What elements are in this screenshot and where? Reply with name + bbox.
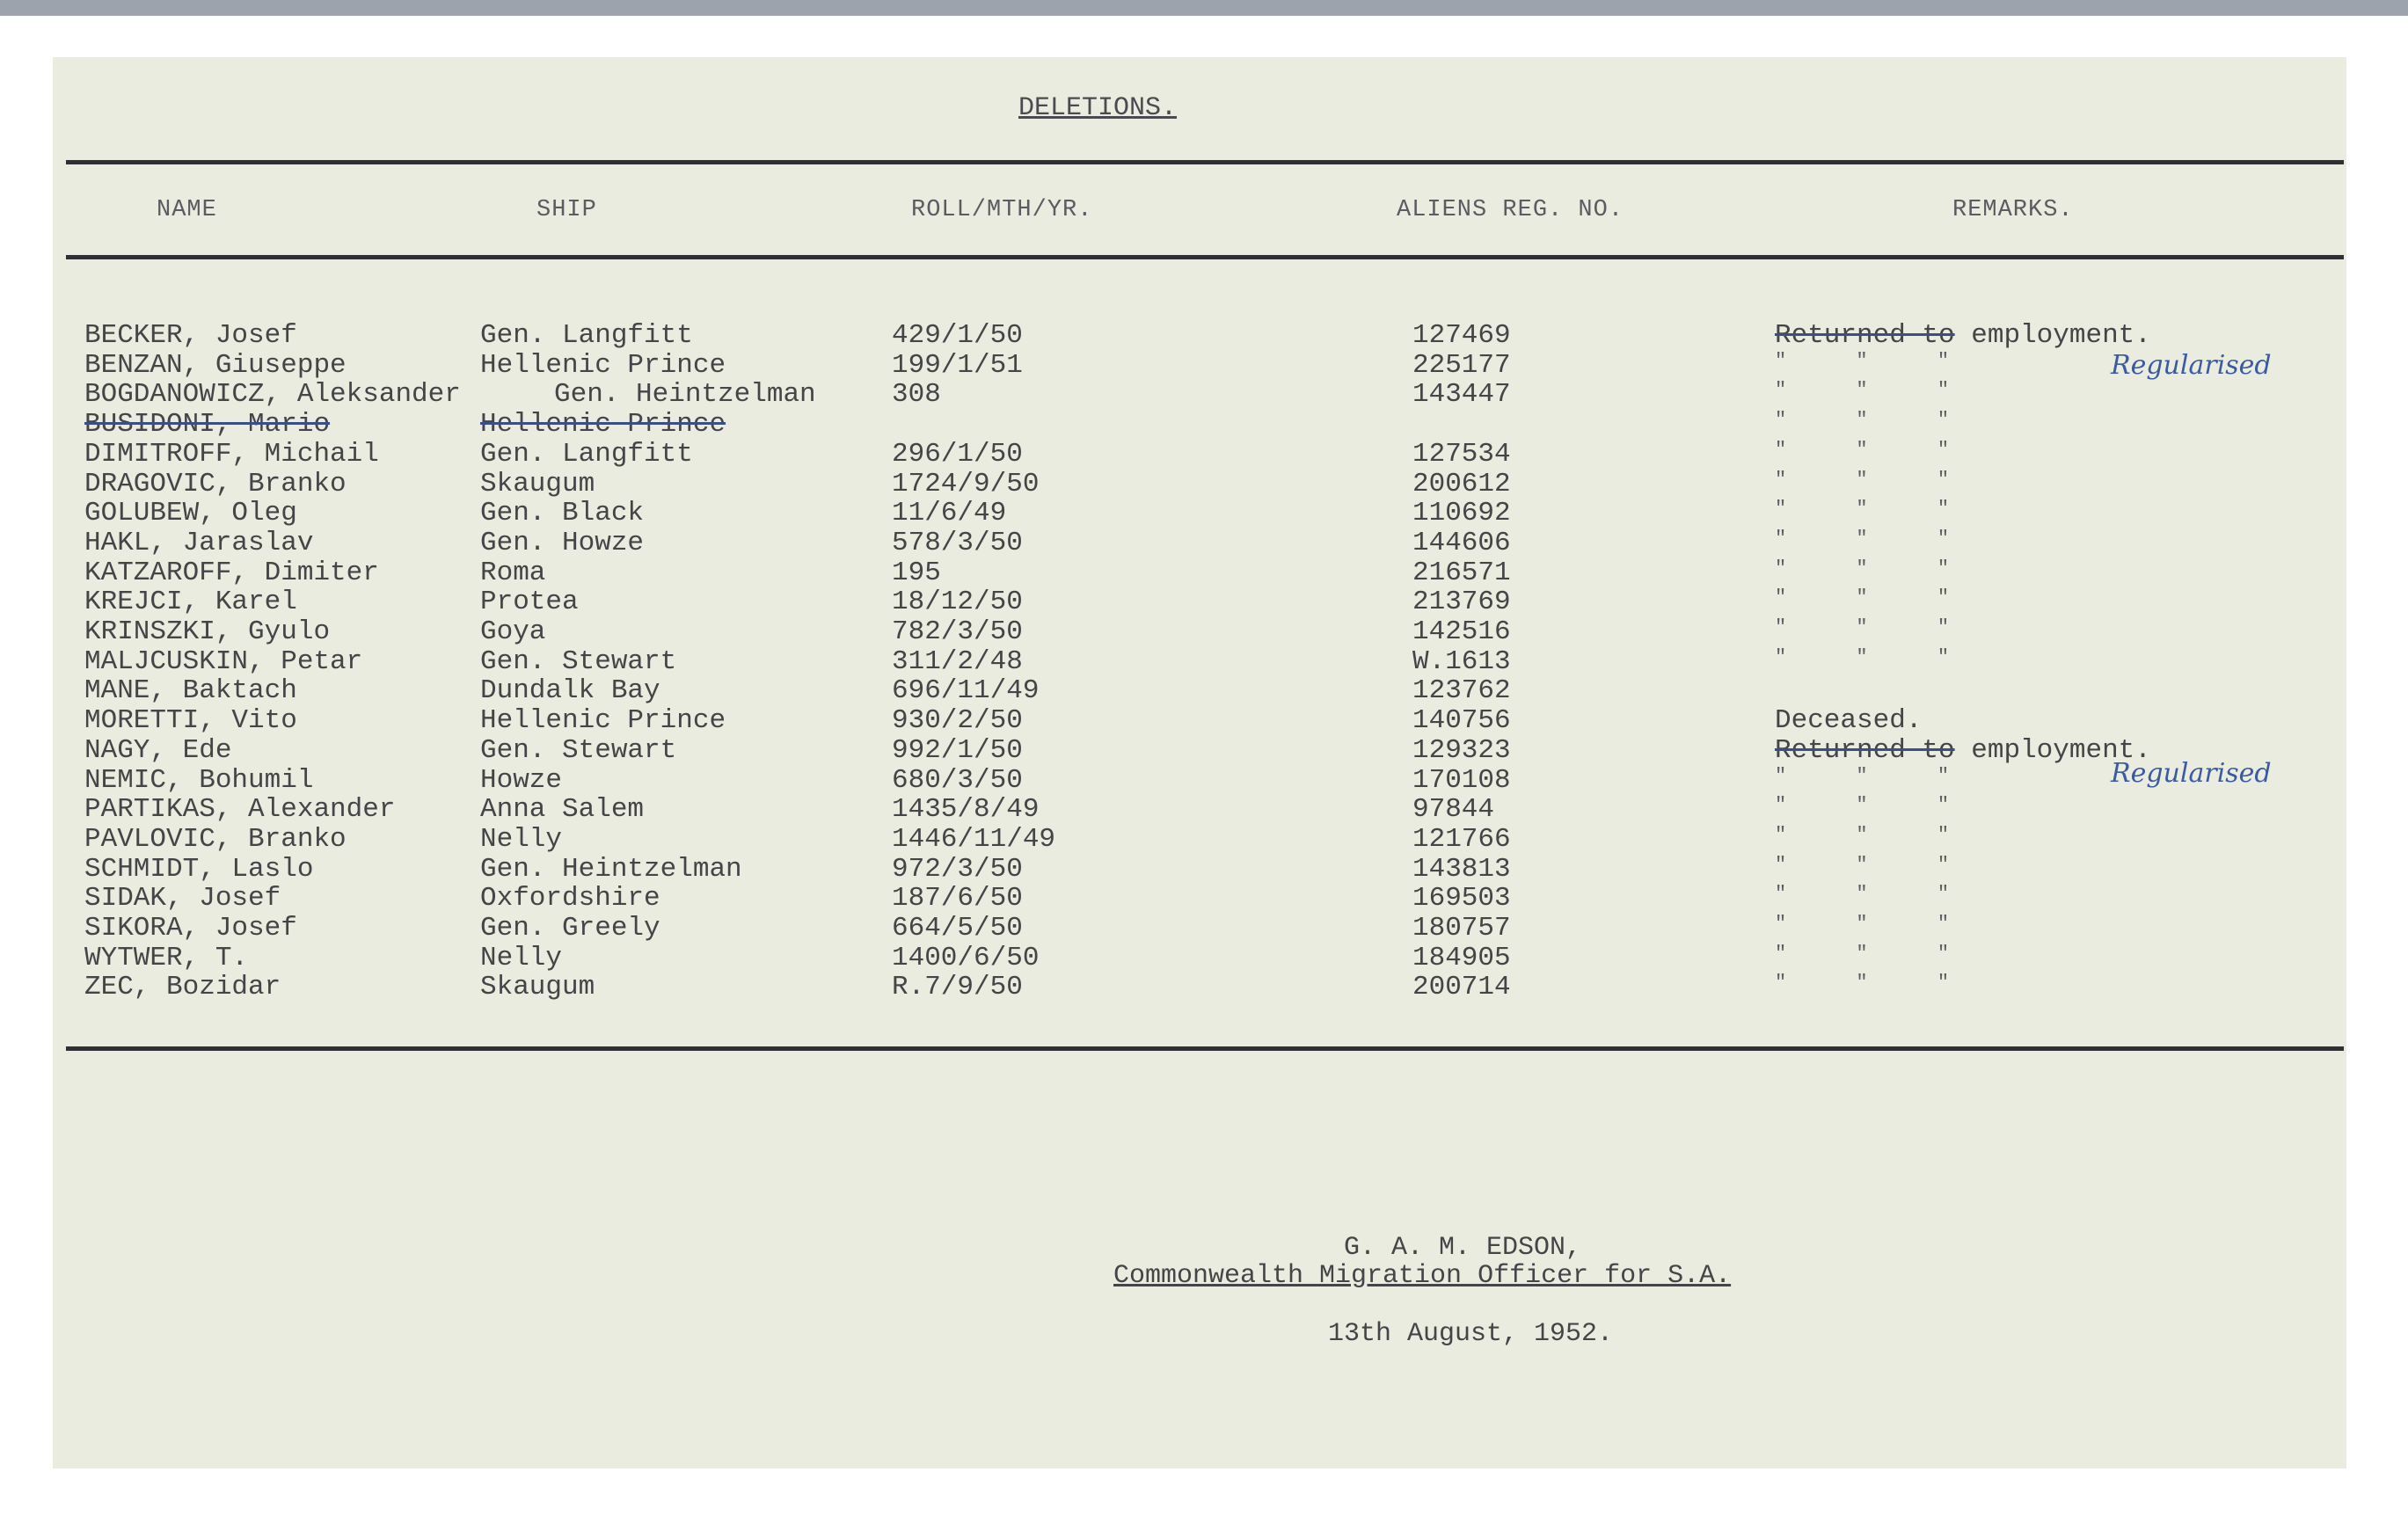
cell-name: KATZAROFF, Dimiter: [84, 558, 379, 588]
document-title: DELETIONS.: [1018, 93, 1178, 123]
table-row: [0, 765, 2408, 795]
cell-reg: 123762: [1412, 675, 1511, 706]
cell-ship: Gen. Langfitt: [480, 320, 693, 351]
cell-remark: " " ": [1775, 794, 1950, 816]
cell-remark: " " ": [1775, 616, 1950, 638]
table-row: [0, 794, 2408, 824]
cell-reg: 127534: [1412, 439, 1511, 470]
cell-reg: 169503: [1412, 883, 1511, 914]
cell-reg: 184905: [1412, 943, 1511, 973]
cell-reg: 213769: [1412, 587, 1511, 617]
cell-remark: " " ": [1775, 646, 1950, 668]
cell-roll: 187/6/50: [892, 883, 1023, 914]
table-row: [0, 528, 2408, 558]
cell-roll: 1446/11/49: [892, 824, 1056, 855]
cell-ship: Howze: [480, 765, 563, 796]
cell-remark: " " ": [1775, 469, 1950, 491]
cell-remark: " " ": [1775, 587, 1950, 609]
cell-remark: Returned to employment.: [1775, 735, 2151, 766]
header-remarks: REMARKS.: [1952, 197, 2074, 223]
cell-reg: W.1613: [1412, 646, 1511, 677]
table-row: [0, 350, 2408, 380]
cell-reg: 225177: [1412, 350, 1511, 381]
cell-remark: " " ": [1775, 498, 1950, 520]
cell-roll: R.7/9/50: [892, 972, 1023, 1002]
header-ship: SHIP: [536, 197, 597, 223]
cell-reg: 216571: [1412, 558, 1511, 588]
cell-name: ZEC, Bozidar: [84, 972, 281, 1002]
cell-name: GOLUBEW, Oleg: [84, 498, 297, 528]
cell-ship: Oxfordshire: [480, 883, 660, 914]
cell-ship: Hellenic Prince: [480, 705, 726, 736]
cell-remark: " " ": [1775, 350, 1950, 372]
table-row: [0, 498, 2408, 528]
cell-name: PARTIKAS, Alexander: [84, 794, 396, 825]
cell-ship: Hellenic Prince: [480, 409, 726, 440]
cell-ship: Gen. Heintzelman: [480, 854, 742, 885]
cell-ship: Gen. Stewart: [480, 646, 677, 677]
table-row: [0, 646, 2408, 676]
table-row: [0, 439, 2408, 469]
cell-remark: " " ": [1775, 883, 1950, 905]
cell-ship: Gen. Langfitt: [480, 439, 693, 470]
cell-roll: 1724/9/50: [892, 469, 1040, 499]
cell-reg: 144606: [1412, 528, 1511, 558]
table-row: [0, 587, 2408, 616]
cell-roll: 930/2/50: [892, 705, 1023, 736]
cell-ship: Protea: [480, 587, 579, 617]
cell-name: KRINSZKI, Gyulo: [84, 616, 331, 647]
cell-roll: 429/1/50: [892, 320, 1023, 351]
table-row: [0, 675, 2408, 705]
table-row: [0, 943, 2408, 973]
cell-ship: Hellenic Prince: [480, 350, 726, 381]
cell-remark: " " ": [1775, 409, 1950, 431]
cell-name: MANE, Baktach: [84, 675, 297, 706]
table-row: [0, 883, 2408, 913]
table-row: [0, 972, 2408, 1002]
cell-roll: 1400/6/50: [892, 943, 1040, 973]
cell-ship: Goya: [480, 616, 546, 647]
cell-ship: Gen. Black: [480, 498, 645, 528]
cell-remark: " " ": [1775, 379, 1950, 401]
table-row: [0, 379, 2408, 409]
cell-roll: 18/12/50: [892, 587, 1023, 617]
cell-name: KREJCI, Karel: [84, 587, 297, 617]
cell-roll: 992/1/50: [892, 735, 1023, 766]
cell-reg: 97844: [1412, 794, 1495, 825]
signature-name: G. A. M. EDSON,: [1344, 1233, 1582, 1263]
cell-roll: 664/5/50: [892, 913, 1023, 944]
cell-ship: Gen. Stewart: [480, 735, 677, 766]
cell-name: SCHMIDT, Laslo: [84, 854, 314, 885]
cell-roll: 11/6/49: [892, 498, 1007, 528]
cell-reg: 200714: [1412, 972, 1511, 1002]
cell-reg: 170108: [1412, 765, 1511, 796]
cell-reg: 121766: [1412, 824, 1511, 855]
table-row: [0, 409, 2408, 439]
cell-roll: 696/11/49: [892, 675, 1040, 706]
table-row: [0, 705, 2408, 735]
cell-remark: " " ": [1775, 439, 1950, 461]
signature-date: 13th August, 1952.: [1328, 1319, 1614, 1349]
cell-remark: " " ": [1775, 913, 1950, 935]
handwritten-note-regularised-1: Regularised: [2111, 350, 2272, 381]
cell-name: PAVLOVIC, Branko: [84, 824, 347, 855]
header-name: NAME: [157, 197, 217, 223]
cell-name: MALJCUSKIN, Petar: [84, 646, 363, 677]
header-top-rule: [66, 160, 2344, 164]
cell-ship: Skaugum: [480, 469, 595, 499]
cell-name: NAGY, Ede: [84, 735, 232, 766]
table-row: [0, 558, 2408, 587]
header-bottom-rule: [66, 255, 2344, 259]
header-roll: ROLL/MTH/YR.: [911, 197, 1093, 223]
cell-remark: Returned to employment.: [1775, 320, 2151, 351]
cell-name: SIKORA, Josef: [84, 913, 297, 944]
cell-name: WYTWER, T.: [84, 943, 249, 973]
cell-remark: " " ": [1775, 528, 1950, 550]
table-row: [0, 824, 2408, 854]
cell-ship: Gen. Greely: [480, 913, 660, 944]
cell-remark: " " ": [1775, 854, 1950, 876]
cell-remark: " " ": [1775, 943, 1950, 965]
cell-ship: Nelly: [480, 824, 563, 855]
cell-reg: 140756: [1412, 705, 1511, 736]
cell-reg: 110692: [1412, 498, 1511, 528]
cell-ship: Roma: [480, 558, 546, 588]
table-bottom-rule: [66, 1046, 2344, 1051]
cell-name: BECKER, Josef: [84, 320, 297, 351]
table-row: [0, 469, 2408, 499]
cell-roll: 782/3/50: [892, 616, 1023, 647]
cell-remark: " " ": [1775, 765, 1950, 787]
cell-ship: Dundalk Bay: [480, 675, 660, 706]
cell-roll: 199/1/51: [892, 350, 1023, 381]
cell-roll: 1435/8/49: [892, 794, 1040, 825]
cell-remark: Deceased.: [1775, 705, 1923, 736]
signature-title: Commonwealth Migration Officer for S.A.: [1113, 1261, 1732, 1291]
cell-roll: 308: [892, 379, 941, 410]
cell-name: BENZAN, Giuseppe: [84, 350, 347, 381]
cell-roll: 296/1/50: [892, 439, 1023, 470]
cell-remark: " " ": [1775, 824, 1950, 846]
cell-reg: 180757: [1412, 913, 1511, 944]
cell-ship: Gen. Heintzelman: [554, 379, 816, 410]
cell-ship: Nelly: [480, 943, 563, 973]
cell-name: DRAGOVIC, Branko: [84, 469, 347, 499]
cell-name: BUSIDONI, Mario: [84, 409, 331, 440]
cell-ship: Skaugum: [480, 972, 595, 1002]
cell-name: NEMIC, Bohumil: [84, 765, 314, 796]
cell-reg: 142516: [1412, 616, 1511, 647]
cell-remark: " " ": [1775, 972, 1950, 994]
cell-ship: Gen. Howze: [480, 528, 645, 558]
cell-reg: 129323: [1412, 735, 1511, 766]
scan-border: [0, 0, 2408, 16]
cell-roll: 195: [892, 558, 941, 588]
cell-reg: 143447: [1412, 379, 1511, 410]
cell-remark: " " ": [1775, 558, 1950, 579]
cell-name: HAKL, Jaraslav: [84, 528, 314, 558]
table-row: [0, 735, 2408, 765]
cell-name: BOGDANOWICZ, Aleksander: [84, 379, 461, 410]
header-reg: ALIENS REG. NO.: [1397, 197, 1624, 223]
cell-reg: 127469: [1412, 320, 1511, 351]
cell-name: DIMITROFF, Michail: [84, 439, 379, 470]
cell-roll: 578/3/50: [892, 528, 1023, 558]
cell-reg: 143813: [1412, 854, 1511, 885]
cell-roll: 972/3/50: [892, 854, 1023, 885]
cell-ship: Anna Salem: [480, 794, 645, 825]
table-row: [0, 616, 2408, 646]
cell-name: MORETTI, Vito: [84, 705, 297, 736]
handwritten-note-regularised-2: Regularised: [2111, 758, 2272, 789]
table-row: [0, 854, 2408, 884]
table-row: [0, 320, 2408, 350]
cell-name: SIDAK, Josef: [84, 883, 281, 914]
cell-reg: 200612: [1412, 469, 1511, 499]
cell-roll: 311/2/48: [892, 646, 1023, 677]
cell-roll: 680/3/50: [892, 765, 1023, 796]
table-row: [0, 913, 2408, 943]
